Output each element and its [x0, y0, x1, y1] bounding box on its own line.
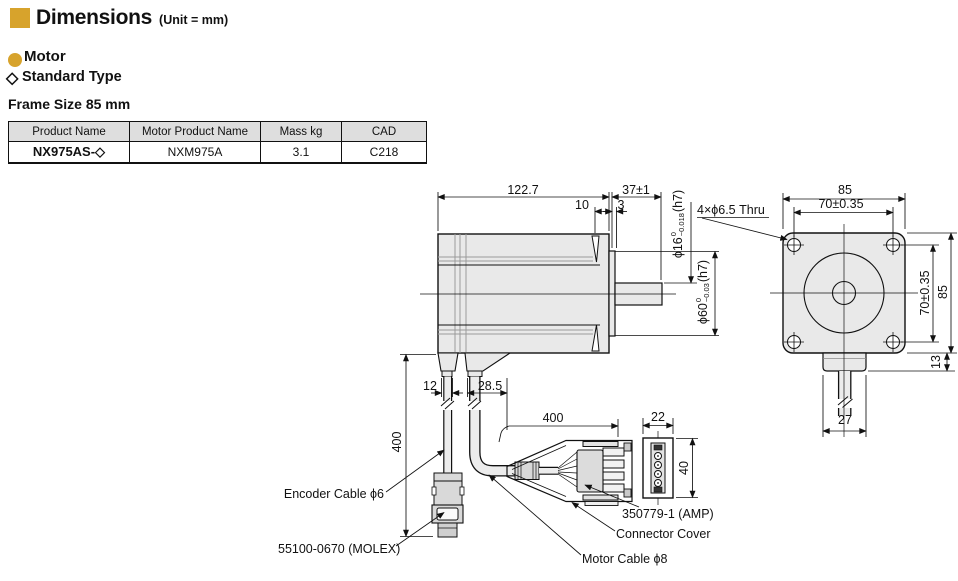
callout-motor-cable: Motor Cable ϕ8 [582, 552, 668, 566]
col-cad: CAD [342, 122, 427, 142]
pilot-dia-upper: 0 [694, 297, 704, 303]
dim-3: 3 [617, 198, 625, 212]
dim-motor-offset: 28.5 [477, 379, 503, 393]
unit-note: (Unit = mm) [159, 13, 229, 27]
cell-motor-product-name: NXM975A [130, 142, 261, 164]
dim-cable-length-vertical: 400 [390, 431, 404, 453]
pilot-dia-fit: (h7) [696, 259, 710, 283]
frame-size-heading: Frame Size 85 mm [8, 96, 131, 112]
page-title: Dimensions [36, 6, 153, 29]
dim-cover-width: 27 [838, 413, 852, 427]
dim-cover-height: 13 [929, 355, 943, 369]
pilot-dia-base: ϕ60 [696, 303, 710, 325]
cell-cad: C218 [342, 142, 427, 164]
diamond-icon: ◇ [6, 70, 19, 87]
callout-amp: 350779-1 (AMP) [622, 507, 714, 521]
dim-10: 10 [575, 198, 589, 212]
motor-heading: Motor [24, 48, 66, 65]
standard-type-heading: Standard Type [22, 69, 122, 85]
dim-bolt-spacing-v: 70±0.35 [918, 270, 932, 316]
dim-connector-width: 22 [651, 410, 665, 424]
dim-connector-height: 40 [677, 461, 691, 475]
shaft-dia-fit: (h7) [671, 189, 685, 213]
col-motor-product-name: Motor Product Name [130, 122, 261, 142]
callout-connector-cover: Connector Cover [616, 527, 711, 541]
dim-cable-length-horizontal: 400 [542, 411, 564, 425]
dim-shaft-length: 37±1 [622, 183, 650, 197]
shaft-dia-base: ϕ16 [671, 237, 685, 259]
dim-encoder-offset: 12 [423, 379, 437, 393]
dim-body-length: 122.7 [507, 183, 539, 197]
pilot-dia-lower: −0.03 [702, 283, 711, 303]
col-product-name: Product Name [9, 122, 130, 142]
col-mass: Mass kg [261, 122, 342, 142]
callout-molex: 55100-0670 (MOLEX) [278, 542, 401, 556]
callout-mounting-holes: 4×ϕ6.5 Thru [697, 203, 765, 217]
cell-mass: 3.1 [261, 142, 342, 164]
dim-front-height: 85 [936, 285, 950, 299]
dim-front-width: 85 [838, 183, 852, 197]
shaft-dia-upper: 0 [669, 232, 679, 237]
dim-pilot-diameter [695, 260, 711, 324]
dim-shaft-diameter [670, 190, 686, 258]
callout-encoder-cable: Encoder Cable ϕ6 [283, 487, 384, 501]
cell-product-name: NX975AS-◇ [9, 142, 130, 164]
shaft-dia-lower: −0.018 [677, 213, 686, 237]
dim-bolt-spacing-h: 70±0.35 [818, 197, 864, 211]
